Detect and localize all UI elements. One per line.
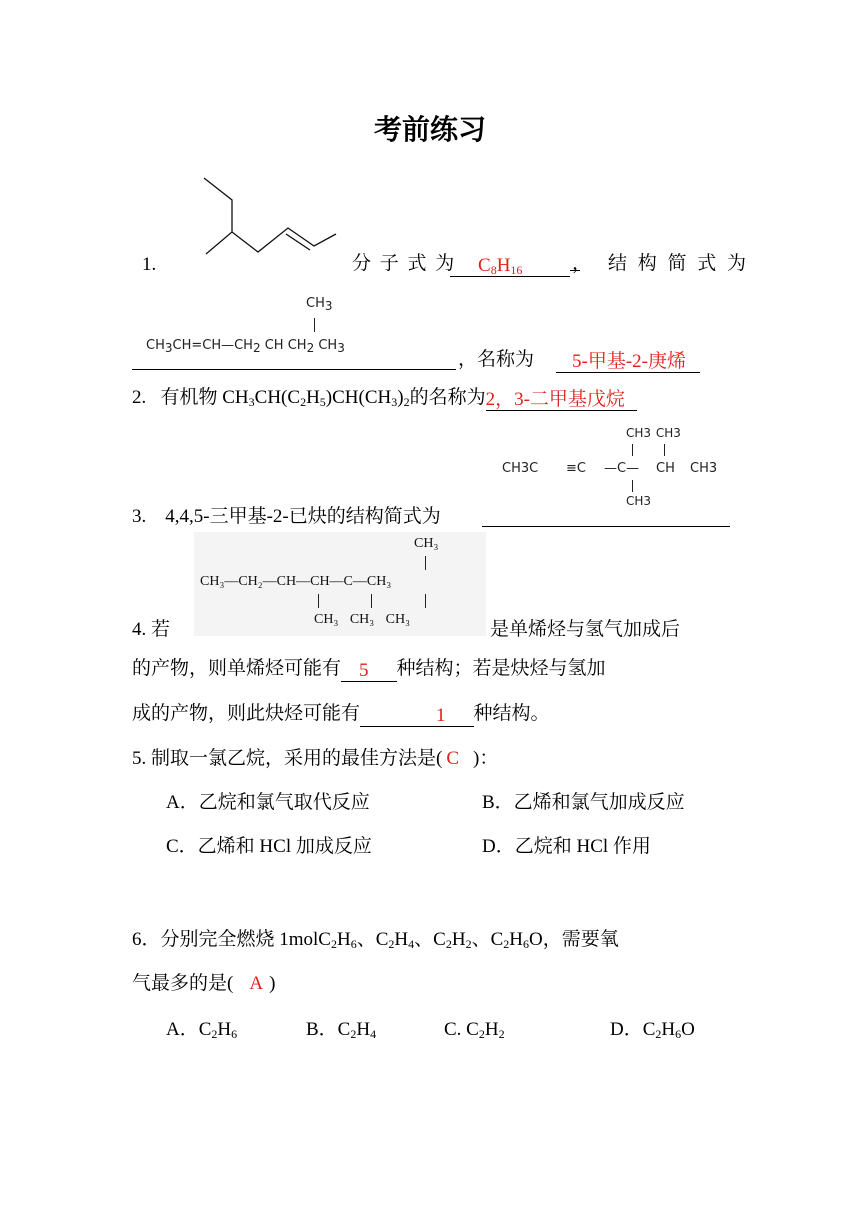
q3-bond-bottom	[632, 480, 633, 492]
q1-formula-prompt: 分 子 式 为	[352, 253, 457, 274]
q6-option-d: D．$C_2H_6O$	[610, 1019, 695, 1041]
q3-struct-ch3: CH3	[690, 461, 718, 476]
q5-option-a: A．乙烷和氯气取代反应	[166, 792, 370, 813]
q1-formula-answer: $C_8H_{16}$	[450, 252, 580, 277]
q4-text-a: 是单烯烃与氢气加成后	[490, 619, 681, 640]
q3-answer-line	[482, 526, 730, 527]
q4-bond-2	[371, 594, 372, 608]
q4-bond-1	[318, 594, 319, 608]
q3-struct-main: CH3C	[502, 461, 539, 476]
q4-line-2: 的产物，则单烯烃可能有 5 种结构；若是炔烃与氢加	[132, 658, 606, 681]
page-title: 考前练习	[374, 113, 487, 146]
q1-skeletal-structure	[196, 172, 346, 262]
q6-option-c: C. $C_2H_2$	[444, 1019, 505, 1041]
q4-struct-main: CH₃—CH₂—CH—CH—C—CH₃	[200, 574, 392, 589]
q4-bond-3	[425, 594, 426, 608]
q5-stem: 5. 制取一氯乙烷，采用的最佳方法是( C )：	[132, 748, 499, 769]
q5-option-d: D．乙烷和 HCl 作用	[482, 836, 651, 857]
q3-struct-dash: —C—	[604, 461, 640, 476]
q3-struct-ch: CH	[656, 461, 675, 476]
q3-struct-bottom: CH3	[626, 494, 652, 508]
q1-name-answer: 5-甲基-2-庚烯	[556, 348, 700, 373]
q1-name-prompt: ，名称为	[458, 349, 535, 370]
q3-bond-top-2	[664, 444, 665, 456]
q1-struct-underline	[132, 369, 456, 370]
q4-line-3: 成的产物，则此炔烃可能有 1 种结构。	[132, 703, 550, 726]
q6-option-b: B．$C_2H_4$	[306, 1019, 377, 1041]
q3-bond-top-1	[632, 444, 633, 456]
q5-option-b: B．乙烯和氯气加成反应	[482, 792, 685, 813]
q1-struct-bond	[314, 318, 315, 332]
q4-struct-bottom: CH₃ CH₃ CH₃	[314, 612, 410, 627]
q1-struct-main: $CH_3CH=CH—CH_2$ CH $CH_2$ $CH_3$	[146, 338, 345, 355]
q6-stem: 6．分别完全燃烧 $1molC_2H_6$、$C_2H_4$、$C_2H_2$、$C_2H_6O$，需要氧	[132, 929, 619, 951]
q4-bond-top	[425, 556, 426, 570]
q5-option-c: C．乙烯和 HCl 加成反应	[166, 836, 372, 857]
q6-option-a: A．$C_2H_6$	[166, 1019, 238, 1041]
q4-struct-top: CH₃	[414, 536, 439, 551]
q4-number: 4. 若	[132, 619, 171, 640]
q3-text: 3. 4,4,5-三甲基-2-已炔的结构简式为	[132, 506, 441, 527]
q1-struct-ch3-top: $CH_3$	[306, 296, 333, 313]
q3-struct-triple: ≡C	[566, 461, 586, 476]
q1-structure-prompt: 结 构 简 式 为	[608, 253, 750, 274]
q1-comma: ，	[572, 253, 592, 274]
q2-line: 2. 有机物 $CH_3CH(C_2H_5)CH(CH_3)_2$的名称为2，3-二甲基戊烷	[132, 386, 637, 411]
q3-struct-top: CH3 CH3	[626, 426, 681, 440]
q1-number: 1.	[142, 254, 157, 275]
q6-stem-line-2: 气最多的是( A )	[132, 973, 276, 994]
